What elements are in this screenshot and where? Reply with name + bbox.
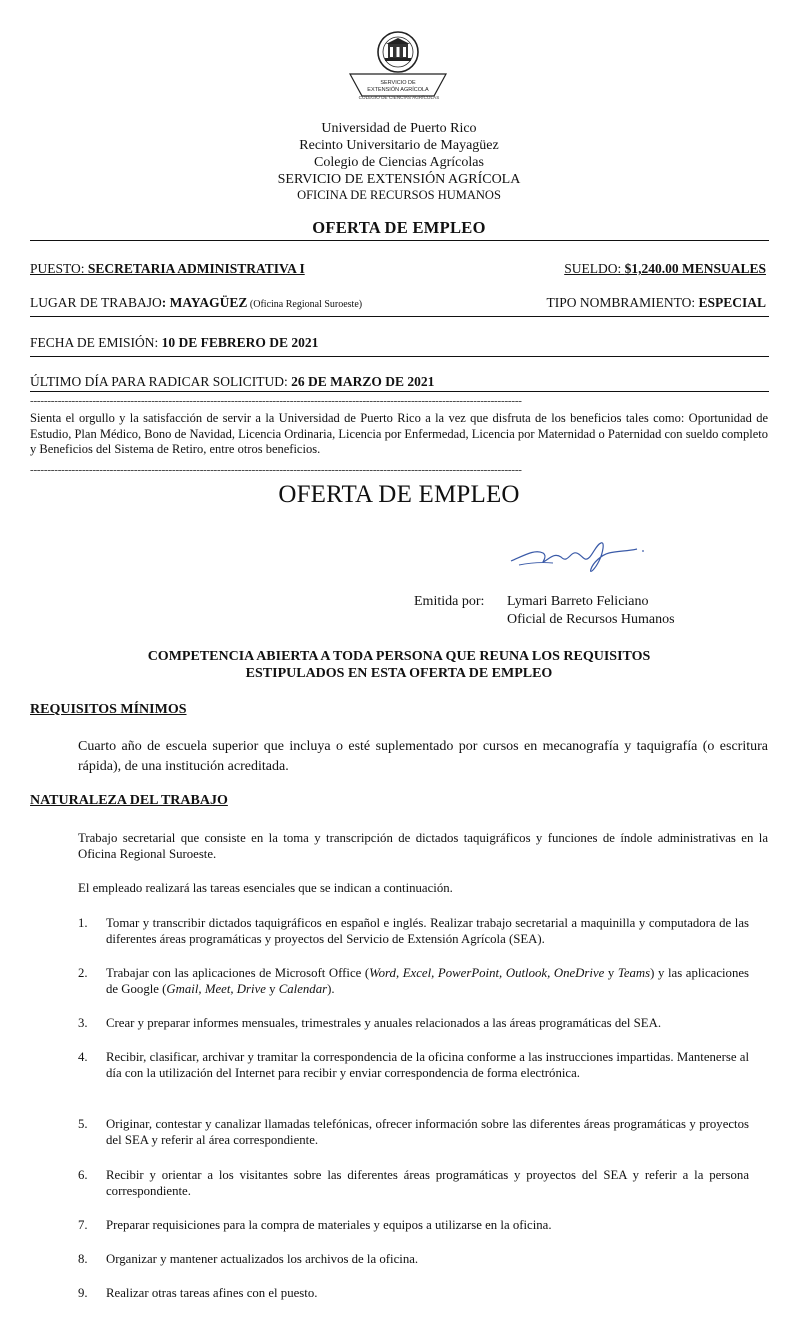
- header-campus: Recinto Universitario de Mayagüez: [299, 138, 499, 153]
- list-item-number: 6.: [78, 1168, 88, 1182]
- puesto-value: SECRETARIA ADMINISTRATIVA I: [87, 261, 305, 276]
- header-office: OFICINA DE RECURSOS HUMANOS: [297, 188, 501, 202]
- signature-icon: [505, 535, 655, 581]
- fecha-value: 10 DE FEBRERO DE 2021: [161, 335, 319, 350]
- ultimo-dia-label: ÚLTIMO DÍA PARA RADICAR SOLICITUD:: [30, 374, 292, 389]
- list-item-number: 9.: [78, 1286, 88, 1300]
- sueldo-value: $1,240.00 MENSUALES: [624, 261, 766, 276]
- list-item-text: Recibir, clasificar, archivar y tramitar la correspondencia de la oficina conforme a las instrucciones impartidas. Mantenerse al día con la utilización del Internet para recibir y enviar correspondencia de forma electrónica.: [106, 1050, 749, 1080]
- list-item-text: Tomar y transcribir dictados taquigráficos en español e inglés. Realizar trabajo secretarial a maquinilla y computadora de las diferentes áreas programáticas y proyectos del Servicio de Extensión Agrícola (SEA).: [106, 916, 749, 946]
- header-university: Universidad de Puerto Rico: [321, 121, 477, 136]
- seal-text-line1: SERVICIO DE: [380, 80, 416, 86]
- header-college: Colegio de Ciencias Agrícolas: [314, 155, 484, 170]
- tipo-label: TIPO NOMBRAMIENTO:: [546, 295, 699, 310]
- competencia-line2: ESTIPULADOS EN ESTA OFERTA DE EMPLEO: [245, 666, 553, 681]
- offer-title: OFERTA DE EMPLEO: [278, 481, 520, 508]
- list-item-number: 1.: [78, 916, 88, 930]
- lugar-field: [30, 295, 362, 313]
- university-seal-logo: [348, 30, 448, 104]
- fecha-field: [30, 335, 318, 351]
- list-item-text: Crear y preparar informes mensuales, trimestrales y anuales relacionados a las áreas programáticas del SEA.: [106, 1016, 662, 1030]
- seal-icon: [348, 30, 448, 104]
- divider: [30, 316, 769, 317]
- naturaleza-intro: El empleado realizará las tareas esenciales que se indican a continuación.: [78, 881, 453, 895]
- divider: [30, 240, 769, 241]
- competencia-line1: COMPETENCIA ABIERTA A TODA PERSONA QUE REUNA LOS REQUISITOS: [147, 649, 651, 664]
- list-item-number: 4.: [78, 1050, 88, 1064]
- list-item-number: 5.: [78, 1117, 88, 1131]
- requisitos-heading: REQUISITOS MÍNIMOS: [30, 702, 187, 717]
- list-item-number: 2.: [78, 966, 88, 980]
- list-item-number: 8.: [78, 1252, 88, 1266]
- list-item-number: 3.: [78, 1016, 88, 1030]
- lugar-label: LUGAR DE TRABAJO: [30, 295, 162, 310]
- sueldo-label: SUELDO:: [564, 261, 625, 276]
- puesto-field: [30, 261, 305, 277]
- puesto-label: PUESTO:: [30, 261, 88, 276]
- naturaleza-heading: NATURALEZA DEL TRABAJO: [30, 793, 228, 808]
- lugar-value: : MAYAGÜEZ: [161, 295, 248, 310]
- list-item-number: 7.: [78, 1218, 88, 1232]
- list-item-text: Organizar y mantener actualizados los archivos de la oficina.: [106, 1252, 419, 1266]
- emitted-by-name: Lymari Barreto Feliciano: [507, 594, 649, 609]
- dashed-separator: ----------------------------------------------------------------------------------------------------------------------------------------------: [30, 396, 522, 406]
- tipo-value: ESPECIAL: [698, 295, 766, 310]
- logo-subtitle: COLEGIO DE CIENCIAS AGRÍCOLAS: [358, 95, 440, 100]
- page-title: OFERTA DE EMPLEO: [312, 218, 486, 237]
- divider: [30, 391, 769, 392]
- benefits-paragraph: Sienta el orgullo y la satisfacción de servir a la Universidad de Puerto Rico a la vez que disfruta de los beneficios tales como: Oportunidad de Estudio, Plan Médico, Bono de Navidad, Licencia Ordinaria, Licencia por Enfermedad, Licencia por Maternidad o Paternidad con sueldo completo y Beneficios del Sistema de Retiro, entre otros beneficios.: [30, 411, 768, 456]
- list-item-text: Originar, contestar y canalizar llamadas telefónicas, ofrecer información sobre las diferentes áreas programáticas y proyectos del SEA y referir al área correspondiente.: [106, 1117, 749, 1147]
- divider: [30, 356, 769, 357]
- sueldo-field: [564, 261, 766, 277]
- competencia-notice: [60, 648, 738, 682]
- seal-text-line2: EXTENSIÓN AGRÍCOLA: [367, 87, 429, 93]
- tipo-field: [546, 295, 766, 311]
- list-item-text: Recibir y orientar a los visitantes sobre las diferentes áreas programáticas y proyectos del SEA y referir a la persona correspondiente.: [106, 1168, 749, 1198]
- fecha-label: FECHA DE EMISIÓN:: [30, 335, 162, 350]
- requisitos-text: Cuarto año de escuela superior que incluya o esté suplementado por cursos en mecanografía y taquigrafía (o escritura rápida), de una institución acreditada.: [78, 739, 768, 774]
- dashed-separator: ----------------------------------------------------------------------------------------------------------------------------------------------: [30, 465, 522, 475]
- emitted-by-role: Oficial de Recursos Humanos: [507, 612, 675, 627]
- naturaleza-text: Trabajo secretarial que consiste en la toma y transcripción de dictados taquigráficos y funciones de índole administrativas en la Oficina Regional Suroeste.: [78, 831, 768, 861]
- ultimo-dia-field: [30, 374, 434, 390]
- signature-image: [505, 535, 655, 581]
- header-service: SERVICIO DE EXTENSIÓN AGRÍCOLA: [277, 172, 521, 187]
- list-item-text: Preparar requisiciones para la compra de materiales y equipos a utilizarse en la oficina.: [106, 1218, 552, 1232]
- list-item-text: Trabajar con las aplicaciones de Microsoft Office (Word, Excel, PowerPoint, Outlook, OneDrive y Teams) y las aplicaciones de Google (Gmail, Meet, Drive y Calendar).: [106, 966, 750, 996]
- emitted-by-label: Emitida por:: [414, 594, 485, 609]
- lugar-note: (Oficina Regional Suroeste): [247, 299, 363, 310]
- ultimo-dia-value: 26 DE MARZO DE 2021: [291, 374, 435, 389]
- list-item-text: Realizar otras tareas afines con el puesto.: [106, 1286, 318, 1300]
